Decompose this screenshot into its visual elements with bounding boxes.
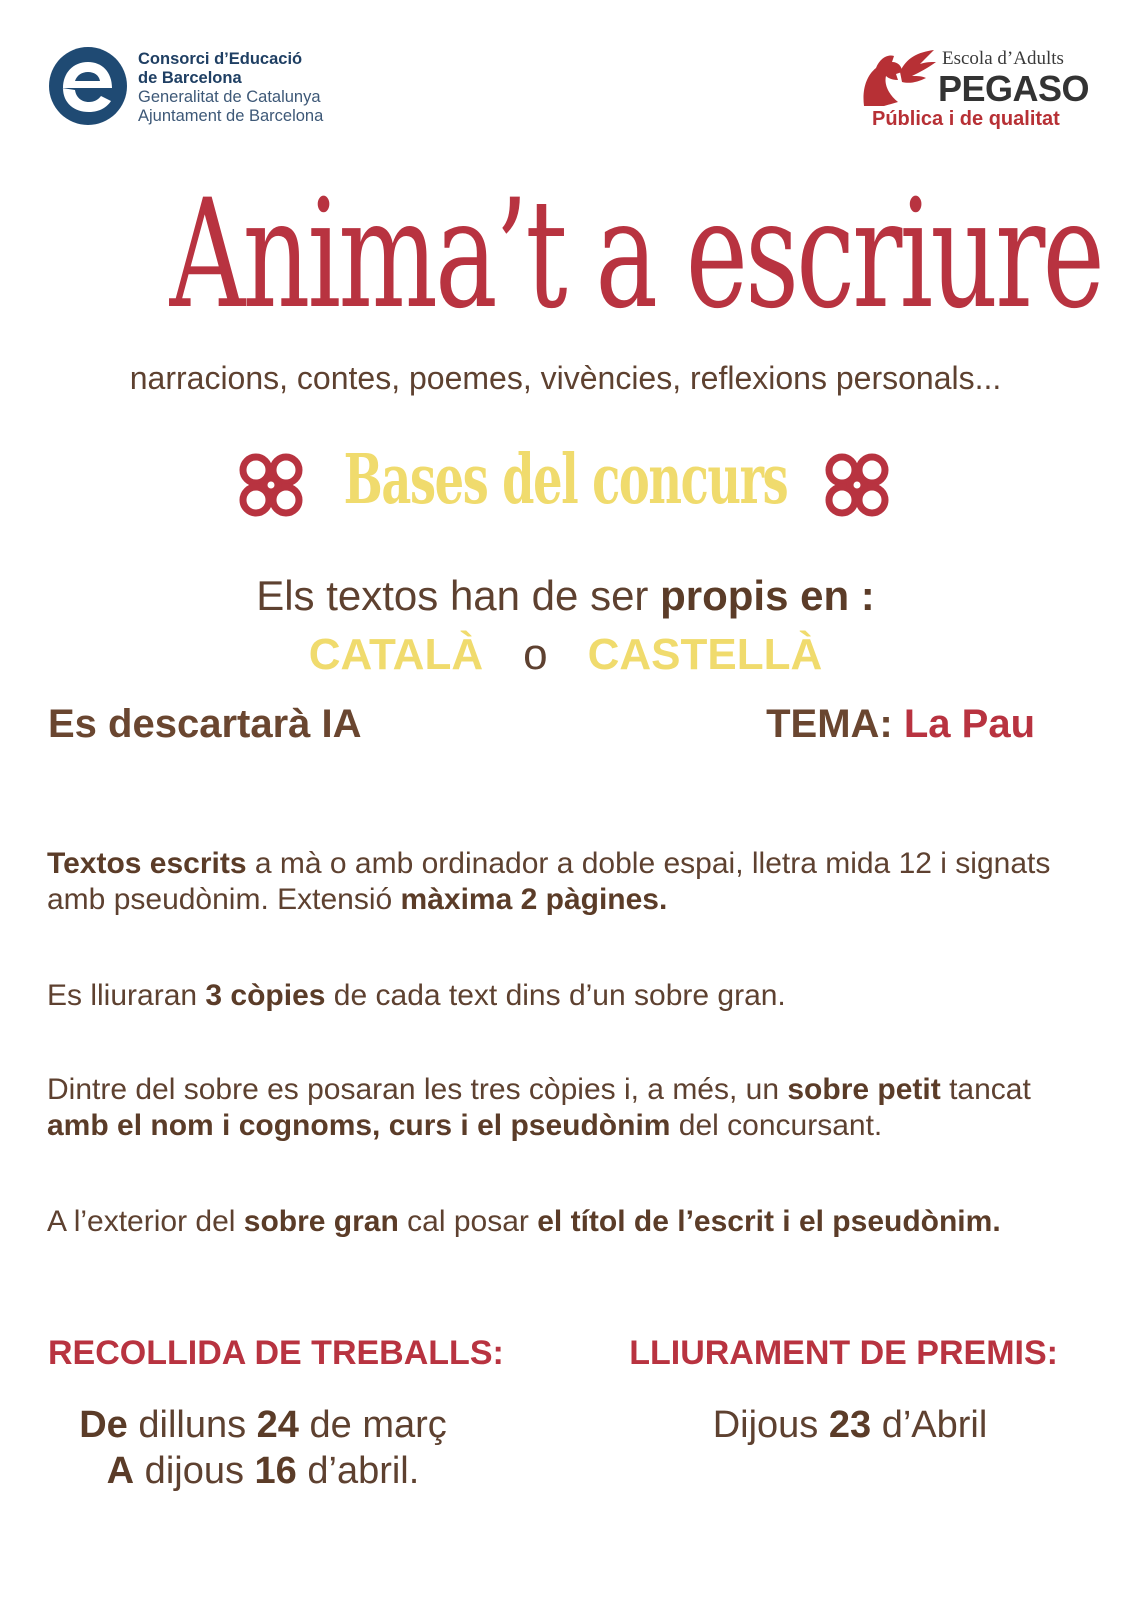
logo-line-3: Generalitat de Catalunya xyxy=(138,88,321,106)
rule-text: Es lliuraran xyxy=(47,979,206,1012)
ia-exclusion-note: Es descartarà IA xyxy=(48,702,362,746)
rule-text: Dintre del sobre es posaran les tres còpies i, a més, un xyxy=(47,1073,788,1106)
school-name: PEGASO xyxy=(938,68,1090,109)
bases-title: Bases del concurs xyxy=(343,440,788,520)
date-text: Dijous xyxy=(712,1404,829,1446)
language-options xyxy=(0,630,1131,680)
consorci-educacio-logo xyxy=(48,46,348,130)
date-bold: De xyxy=(79,1404,128,1446)
language-requirement xyxy=(0,572,1131,620)
awards-heading: LLIURAMENT DE PREMIS: xyxy=(629,1334,1058,1372)
collection-start-line xyxy=(48,1402,478,1448)
language-intro-bold: propis en : xyxy=(660,572,875,619)
rule-bold: sobre petit xyxy=(787,1073,941,1106)
collection-end-line xyxy=(48,1448,478,1494)
bases-heading-row xyxy=(0,440,1131,540)
poster-title: Anima’t a escriure xyxy=(169,168,1102,342)
rule-paragraph-copies xyxy=(47,978,1087,1014)
date-bold: 23 xyxy=(828,1404,872,1446)
date-bold: 24 xyxy=(256,1404,299,1446)
e-letter-logo-icon xyxy=(48,46,128,126)
logo-line-2: de Barcelona xyxy=(138,69,242,87)
rule-bold: amb el nom i cognoms, curs i el pseudònim xyxy=(47,1109,671,1142)
poster-subtitle: narracions, contes, poemes, vivències, reflexions personals... xyxy=(129,360,1002,396)
rule-bold: 3 còpies xyxy=(205,979,326,1012)
rule-text: de cada text dins d’un sobre gran. xyxy=(325,979,786,1012)
date-text: d’Abril xyxy=(871,1404,988,1446)
rule-text: tancat xyxy=(940,1073,1031,1106)
rule-text: cal posar xyxy=(398,1205,538,1238)
logo-line-4: Ajuntament de Barcelona xyxy=(138,107,324,125)
collection-heading: RECOLLIDA DE TREBALLS: xyxy=(48,1334,504,1372)
language-or: o xyxy=(523,630,548,679)
collection-dates xyxy=(48,1402,478,1494)
rule-paragraph-format xyxy=(47,846,1087,918)
rule-text: a mà o amb ordinador a doble espai, lletra mida 12 i signats amb pseudònim. Extensió xyxy=(47,847,1051,916)
rule-paragraph-exterior xyxy=(47,1204,1087,1240)
school-type-label: Escola d’Adults xyxy=(942,48,1064,69)
date-text: dilluns xyxy=(127,1404,257,1446)
school-tagline: Pública i de qualitat xyxy=(872,108,1060,130)
barcelona-flower-icon xyxy=(822,450,892,520)
date-text: de març xyxy=(298,1404,447,1446)
rule-bold: sobre gran xyxy=(243,1205,399,1238)
awards-date xyxy=(650,1402,1050,1448)
date-bold: A xyxy=(106,1450,135,1492)
date-bold: 16 xyxy=(254,1450,297,1492)
pegaso-school-logo xyxy=(858,46,1098,136)
awards-date-line xyxy=(650,1402,1050,1448)
rule-bold: màxima 2 pàgines. xyxy=(400,883,668,916)
rule-text: A l’exterior del xyxy=(47,1205,244,1238)
theme-value: La Pau xyxy=(903,702,1035,746)
language-spanish: CASTELLÀ xyxy=(587,630,823,679)
logo-line-1: Consorci d’Educació xyxy=(138,50,303,68)
pegasus-horse-logo-icon xyxy=(858,50,938,108)
language-catalan: CATALÀ xyxy=(308,630,484,679)
theme-label: TEMA: xyxy=(766,702,893,746)
date-text: dijous xyxy=(134,1450,255,1492)
rule-paragraph-envelope xyxy=(47,1072,1087,1144)
language-intro-text: Els textos han de ser xyxy=(256,572,649,619)
rule-text: del concursant. xyxy=(670,1109,883,1142)
rule-bold: el títol de l’escrit i el pseudònim. xyxy=(537,1205,1001,1238)
theme-line xyxy=(766,702,1035,747)
rule-bold: Textos escrits xyxy=(47,847,247,880)
date-text: d’abril. xyxy=(296,1450,420,1492)
